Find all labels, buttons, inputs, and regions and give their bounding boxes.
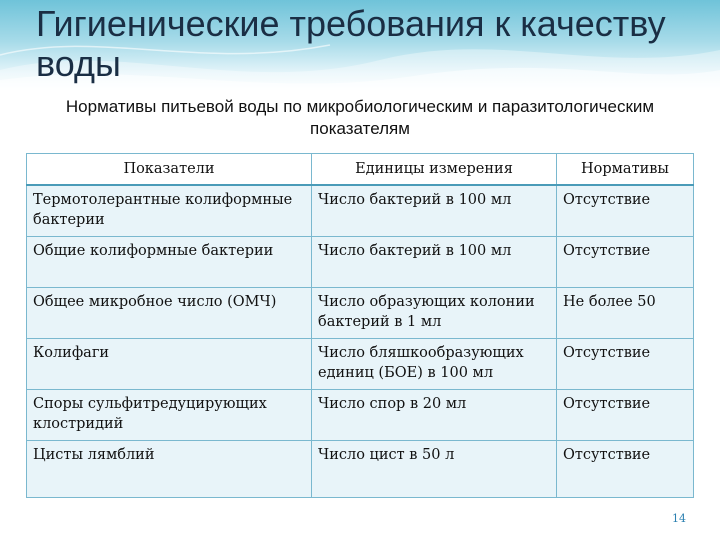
cell-norm: Отсутствие: [557, 390, 694, 441]
cell-indicator: Термотолерантные колиформные бактерии: [27, 185, 312, 237]
cell-indicator: Колифаги: [27, 339, 312, 390]
cell-indicator: Общие колиформные бактерии: [27, 237, 312, 288]
table-row: [27, 185, 694, 237]
slide-title: Гигиенические требования к качеству воды: [36, 3, 666, 84]
cell-norm: Отсутствие: [557, 185, 694, 237]
cell-unit: Число образующих колонии бактерий в 1 мл: [312, 288, 557, 339]
table-row: [27, 441, 694, 498]
cell-indicator: Общее микробное число (ОМЧ): [27, 288, 312, 339]
cell-unit: Число бактерий в 100 мл: [312, 185, 557, 237]
cell-unit: Число бактерий в 100 мл: [312, 237, 557, 288]
table-subtitle: Нормативы питьевой воды по микробиологическим и паразитологическим показателям: [65, 97, 655, 138]
header-indicators: Показатели: [27, 154, 312, 186]
table-header-row: [27, 154, 694, 186]
cell-unit: Число бляшкообразующих единиц (БОЕ) в 100 мл: [312, 339, 557, 390]
cell-indicator: Споры сульфитредуцирующих клостридий: [27, 390, 312, 441]
page-number: 14: [672, 512, 686, 525]
header-units: Единицы измерения: [312, 154, 557, 186]
cell-norm: Отсутствие: [557, 441, 694, 498]
table-row: [27, 288, 694, 339]
table-row: [27, 237, 694, 288]
cell-norm: Не более 50: [557, 288, 694, 339]
cell-norm: Отсутствие: [557, 237, 694, 288]
cell-unit: Число спор в 20 мл: [312, 390, 557, 441]
cell-norm: Отсутствие: [557, 339, 694, 390]
table-row: [27, 339, 694, 390]
water-norms-table: [26, 153, 694, 498]
table-row: [27, 390, 694, 441]
header-norms: Нормативы: [557, 154, 694, 186]
cell-indicator: Цисты лямблий: [27, 441, 312, 498]
cell-unit: Число цист в 50 л: [312, 441, 557, 498]
